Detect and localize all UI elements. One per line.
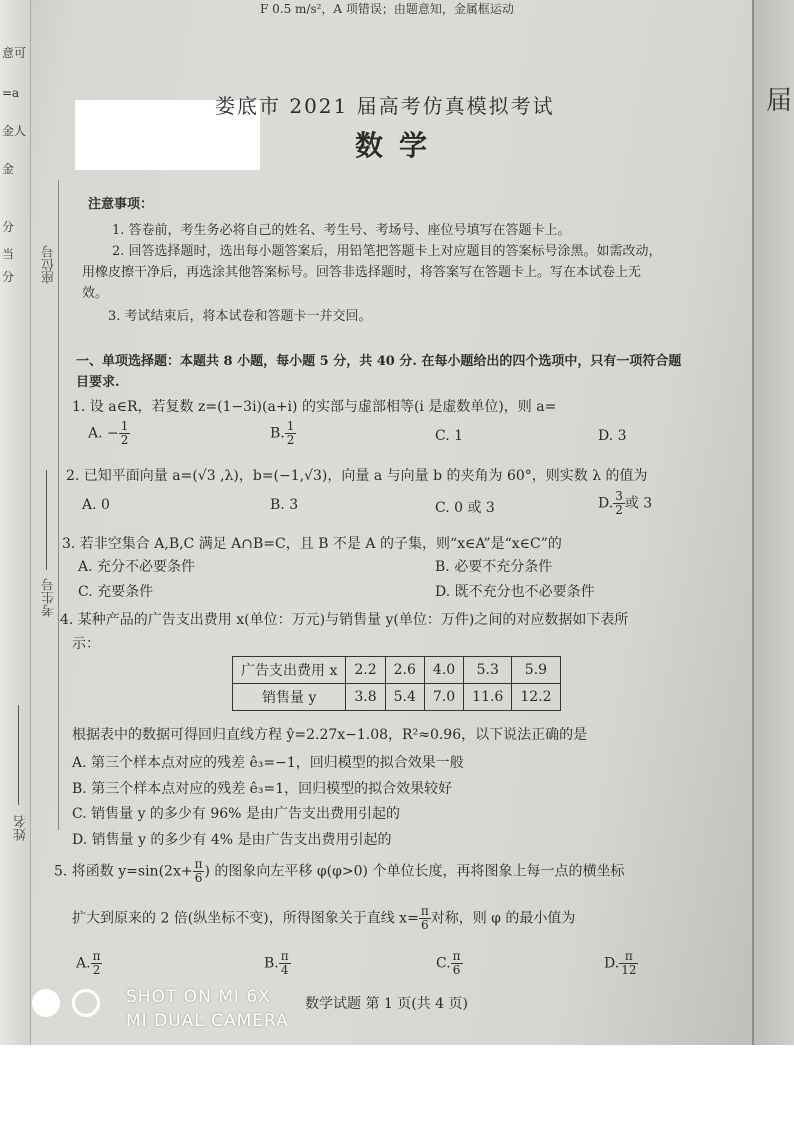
section-heading-cont: 目要求.: [76, 375, 120, 390]
q3-option-a: A. 充分不必要条件: [78, 559, 196, 575]
watermark-line-2: MI DUAL CAMERA: [126, 1011, 289, 1031]
q4-option-a: A. 第三个样本点对应的残差 ê₃=−1，回归模型的拟合效果一般: [72, 755, 464, 771]
q3-option-d: D. 既不充分也不必要条件: [435, 584, 595, 600]
table-cell: 5.4: [385, 684, 424, 711]
name-label: 姓名: [14, 815, 29, 841]
name-line: [18, 705, 19, 805]
exam-number-label: 考生号: [42, 578, 57, 617]
table-row: [233, 684, 561, 711]
notice-item-3: 3. 考试结束后，将本试卷和答题卡一并交回。: [108, 309, 372, 324]
page-footer: 数学试题 第 1 页(共 4 页): [305, 996, 468, 1012]
q1-option-a: A. − $\frac{1}{2}$: [88, 419, 129, 447]
q2-option-c: C. 0 或 3: [435, 500, 495, 516]
watermark-filled-circle-icon: [32, 989, 60, 1017]
table-cell: 2.6: [385, 657, 424, 684]
q3-option-c: C. 充要条件: [78, 584, 154, 600]
watermark-ring-icon: [72, 989, 100, 1017]
question-1-stem: 1. 设 a∈R，若复数 z=(1−3i)(a+i) 的实部与虚部相等(i 是虚数单位)，则 a=: [72, 399, 557, 415]
question-5-stem-cont: 扩大到原来的 2 倍(纵坐标不变)，所得图象关于直线 x= $\frac{\pi}{6}$ 对称，则 φ 的最小值为: [72, 904, 576, 932]
watermark-line-1: SHOT ON MI 6X: [126, 987, 271, 1007]
q1-option-c: C. 1: [435, 428, 464, 444]
subject-title: 数学: [355, 129, 444, 162]
q1-option-d: D. 3: [598, 428, 627, 444]
notice-item-1: 1. 答卷前，考生务必将自己的姓名、考生号、考场号、座位号填写在答题卡上。: [112, 223, 571, 238]
q5-option-a: A. $\frac{\pi}{2}$: [76, 949, 101, 977]
exam-title: 娄底市 2021 届高考仿真模拟考试: [215, 94, 555, 118]
question-2-stem: 2. 已知平面向量 a=(√3 ,λ)，b=(−1,√3)，向量 a 与向量 b 的夹角为 60°，则实数 λ 的值为: [66, 468, 648, 484]
q3-option-b: B. 必要不充分条件: [435, 559, 553, 575]
left-fragment: 分: [2, 270, 15, 284]
top-strip-text: F 0.5 m/s²，A 项错误；由题意知，金属框运动: [260, 2, 514, 16]
left-page-edge: [0, 0, 31, 1045]
q1-option-b: B. $\frac{1}{2}$: [270, 419, 295, 447]
q2-option-d: D. $\frac{3}{2}$ 或 3: [598, 489, 653, 517]
q5-option-b: B. $\frac{\pi}{4}$: [264, 949, 289, 977]
q4-option-d: D. 销售量 y 的多少有 4% 是由广告支出费用引起的: [72, 832, 392, 848]
question-4-stem: 4. 某种产品的广告支出费用 x(单位：万元)与销售量 y(单位：万件)之间的对应数据如下表所: [60, 612, 629, 628]
question-4-stem-cont: 示：: [72, 636, 100, 652]
table-cell: 4.0: [424, 657, 463, 684]
table-cell: 11.6: [464, 684, 512, 711]
right-fragment: 届: [765, 86, 792, 116]
question-3-stem: 3. 若非空集合 A,B,C 满足 A∩B=C，且 B 不是 A 的子集，则“x∈A”是“x∈C”的: [62, 536, 562, 552]
left-fragment: 金人: [2, 124, 27, 138]
right-page-edge: [752, 0, 794, 1045]
notice-heading: 注意事项：: [88, 197, 154, 212]
table-cell: 5.3: [464, 657, 512, 684]
data-table: [232, 656, 561, 711]
left-fragment: =a: [2, 86, 20, 100]
table-cell: 2.2: [346, 657, 385, 684]
q2-option-a: A. 0: [82, 497, 110, 513]
notice-item-2-cont: 效。: [82, 286, 109, 301]
table-cell: 7.0: [424, 684, 463, 711]
q2-option-b: B. 3: [270, 497, 299, 513]
left-fragment: 意可: [2, 46, 27, 60]
notice-item-2: 2. 回答选择题时，选出每小题答案后，用铅笔把答题卡上对应题目的答案标号涂黑。如需改动，: [112, 244, 662, 259]
q5-option-d: D. $\frac{\pi}{12}$: [604, 949, 637, 977]
table-row: [233, 657, 561, 684]
table-cell: 5.9: [512, 657, 560, 684]
notice-item-2-cont: 用橡皮擦干净后，再选涂其他答案标号。回答非选择题时，将答案写在答题卡上。写在本试卷上无: [82, 265, 642, 280]
table-row-header: 广告支出费用 x: [233, 657, 346, 684]
section-heading: 一、单项选择题：本题共 8 小题，每小题 5 分，共 40 分. 在每小题给出的四个选项中，只有一项符合题: [76, 354, 682, 369]
seat-label: 座位号: [42, 245, 57, 284]
q5-option-c: C. $\frac{\pi}{6}$: [436, 949, 461, 977]
left-fragment: 当: [2, 247, 15, 261]
table-cell: 12.2: [512, 684, 560, 711]
q4-option-c: C. 销售量 y 的多少有 96% 是由广告支出费用引起的: [72, 806, 400, 822]
watermark-text: [126, 985, 289, 1033]
exam-number-line: [46, 470, 47, 570]
table-cell: 3.8: [346, 684, 385, 711]
question-4-regression: 根据表中的数据可得回归直线方程 ŷ=2.27x−1.08，R²≈0.96，以下说法正确的是: [72, 727, 588, 743]
question-5-stem: 5. 将函数 y=sin(2x+ $\frac{\pi}{6}$ ) 的图象向左平移 φ(φ>0) 个单位长度，再将图象上每一点的横坐标: [54, 857, 625, 885]
table-row-header: 销售量 y: [233, 684, 346, 711]
left-fragment: 分: [2, 220, 15, 234]
left-fragment: 金: [2, 162, 15, 176]
q4-option-b: B. 第三个样本点对应的残差 ê₃=1，回归模型的拟合效果较好: [72, 781, 453, 797]
